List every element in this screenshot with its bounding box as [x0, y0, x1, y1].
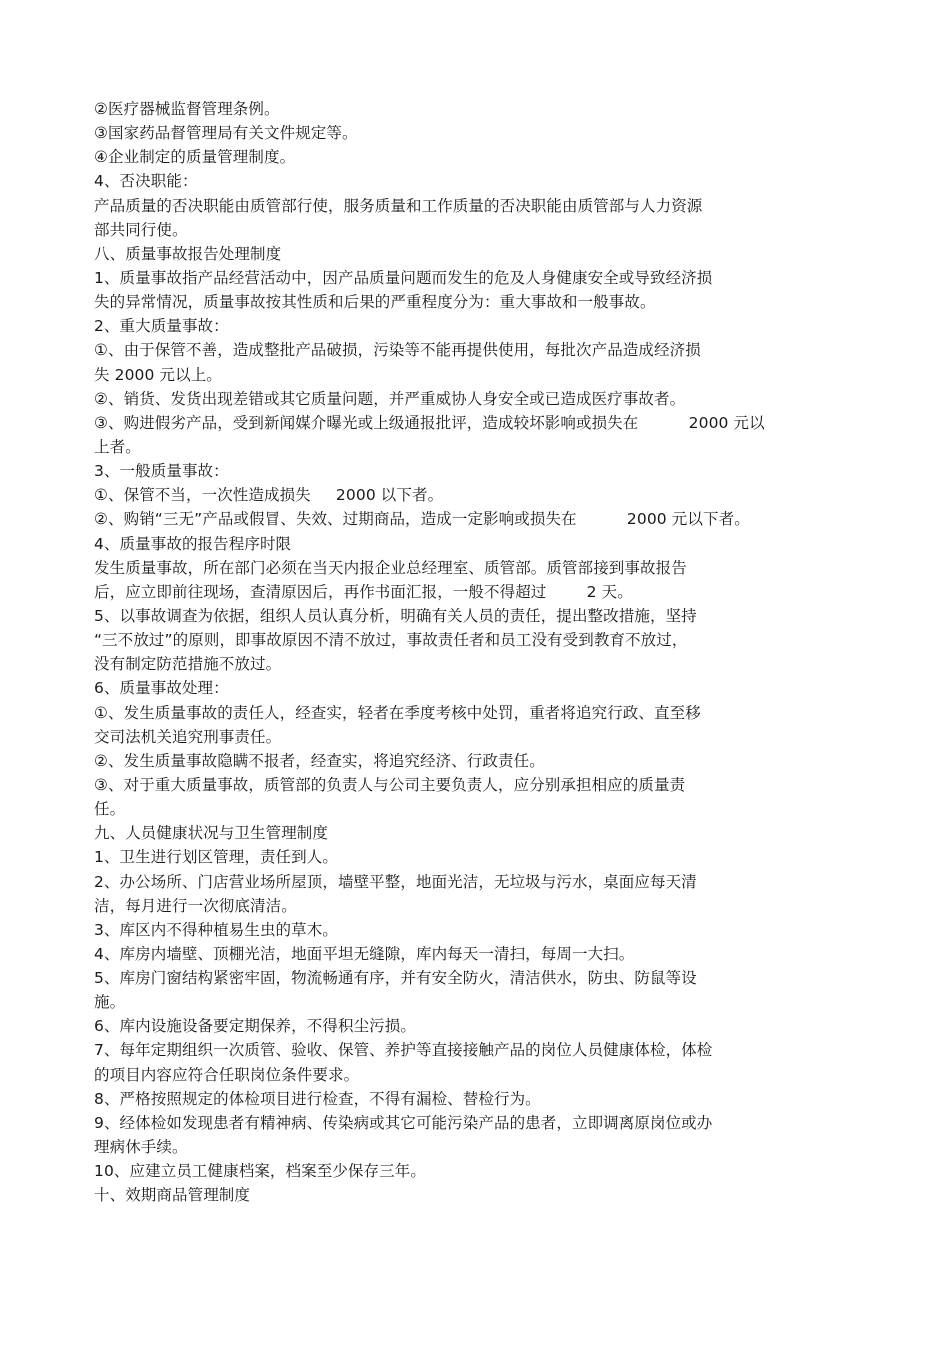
text-line: 9、经体检如发现患者有精神病、传染病或其它可能污染产品的患者，立即调离原岗位或办	[94, 1113, 713, 1132]
text-line: 8、严格按照规定的体检项目进行检查，不得有漏检、替检行为。	[94, 1089, 541, 1108]
text-line: 产品质量的否决职能由质管部行使，服务质量和工作质量的否决职能由质管部与人力资源	[94, 196, 703, 215]
text-line: 的项目内容应符合任职岗位条件要求。	[94, 1065, 360, 1084]
text-line: ①、由于保管不善，造成整批产品破损，污染等不能再提供使用，每批次产品造成经济损	[94, 341, 701, 360]
text-line: 3、一般质量事故：	[94, 462, 229, 481]
text-line: 失 2000 元以上。	[94, 365, 222, 384]
text-line: ③、购进假劣产品，受到新闻媒介曝光或上级通报批评，造成较坏影响或损失在 2000 元以	[94, 413, 765, 432]
text-line: 2、重大质量事故：	[94, 317, 229, 336]
text-line: 1、质量事故指产品经营活动中，因产品质量问题而发生的危及人身健康安全或导致经济损	[94, 268, 713, 287]
text-line: ③、对于重大质量事故，质管部的负责人与公司主要负责人，应分别承担相应的质量责	[94, 775, 686, 794]
text-line: ②、销货、发货出现差错或其它质量问题，并严重威协人身安全或已造成医疗事故者。	[94, 389, 686, 408]
section-heading: 九、人员健康状况与卫生管理制度	[94, 824, 329, 843]
document-body	[94, 97, 894, 1207]
text-line: 部共同行使。	[94, 220, 188, 239]
text-line: 5、以事故调查为依据，组织人员认真分析，明确有关人员的责任，提出整改措施，坚持	[94, 606, 697, 625]
text-line: 4、库房内墙壁、顶棚光洁，地面平坦无缝隙，库内每天一清扫，每周一大扫。	[94, 944, 635, 963]
section-heading: 十、效期商品管理制度	[94, 1186, 251, 1205]
text-line: 5、库房门窗结构紧密牢固，物流畅通有序，并有安全防火，清洁供水，防虫、防鼠等设	[94, 969, 697, 988]
text-line: ①、保管不当，一次性造成损失 2000 以下者。	[94, 486, 444, 505]
text-line: ①、发生质量事故的责任人，经查实，轻者在季度考核中处罚，重者将追究行政、直至移	[94, 703, 701, 722]
text-line: 发生质量事故，所在部门必须在当天内报企业总经理室、质管部。质管部接到事故报告	[94, 558, 687, 577]
text-line: 7、每年定期组织一次质管、验收、保管、养护等直接接触产品的岗位人员健康体检，体检	[94, 1041, 713, 1060]
text-line: ②、购销“三无”产品或假冒、失效、过期商品，造成一定影响或损失在 2000 元以下者。	[94, 510, 750, 529]
section-heading: 八、质量事故报告处理制度	[94, 244, 282, 263]
text-line: “三不放过”的原则，即事故原因不清不放过，事故责任者和员工没有受到教育不放过，	[94, 631, 688, 650]
text-line: 失的异常情况，质量事故按其性质和后果的严重程度分为：重大事故和一般事故。	[94, 293, 656, 312]
text-line: ③国家药品督管理局有关文件规定等。	[94, 124, 358, 143]
text-line: 后，应立即前往现场，查清原因后，再作书面汇报，一般不得超过 2 天。	[94, 582, 633, 601]
text-line: 3、库区内不得种植易生虫的草木。	[94, 920, 338, 939]
text-line: 2、办公场所、门店营业场所屋顶，墙壁平整，地面光洁，无垃圾与污水，桌面应每天清	[94, 872, 697, 891]
text-line: 没有制定防范措施不放过。	[94, 655, 282, 674]
text-line: ②、发生质量事故隐瞒不报者，经查实，将追究经济、行政责任。	[94, 751, 545, 770]
text-line: 上者。	[94, 437, 141, 456]
text-line: 1、卫生进行划区管理，责任到人。	[94, 848, 338, 867]
text-line: 10、应建立员工健康档案，档案至少保存三年。	[94, 1162, 426, 1181]
text-line: 任。	[94, 800, 126, 819]
text-line: 6、库内设施设备要定期保养，不得积尘污损。	[94, 1017, 416, 1036]
text-line: 理病休手续。	[94, 1138, 188, 1157]
text-line: 交司法机关追究刑事责任。	[94, 727, 282, 746]
text-line: ④企业制定的质量管理制度。	[94, 148, 296, 167]
text-line: 4、质量事故的报告程序时限	[94, 534, 292, 553]
text-line: 4、否决职能：	[94, 172, 198, 191]
text-line: 6、质量事故处理：	[94, 679, 229, 698]
text-line: ②医疗器械监督管理条例。	[94, 100, 280, 118]
text-line: 施。	[94, 993, 126, 1012]
text-line: 洁，每月进行一次彻底清洁。	[94, 896, 297, 915]
